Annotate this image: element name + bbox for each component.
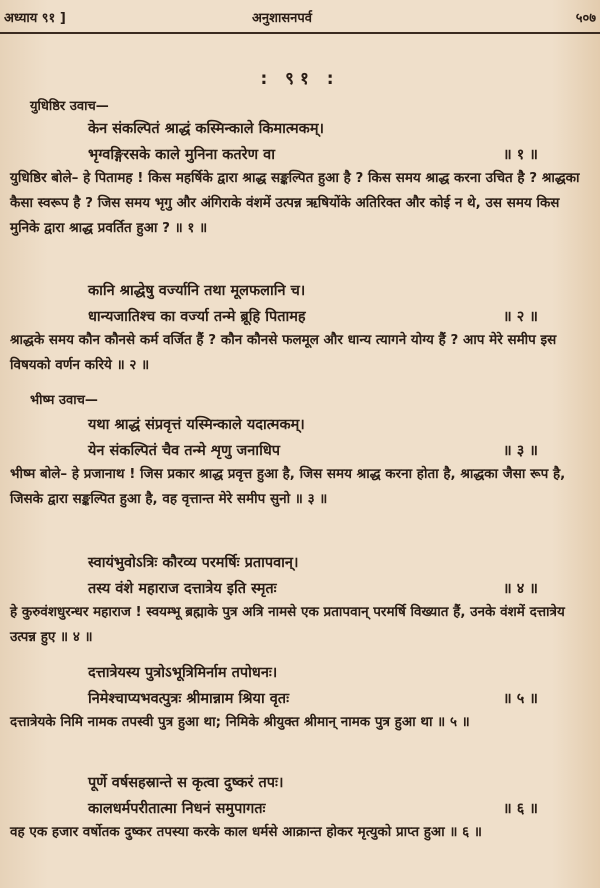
verse-line: दत्तात्रेयस्य पुत्रोऽभूत्रिमिर्नाम तपोधनः। — [88, 665, 278, 681]
verse-number: ॥ १ ॥ — [502, 147, 538, 163]
translation-paragraph: वह एक हजार वर्षोतक दुष्कर तपस्या करके काल धर्मसे आक्रान्त होकर मृत्युको प्राप्त हुआ ॥ ६ ॥ — [10, 824, 482, 840]
translation-paragraph: युधिष्ठिर बोले– हे पितामह ! किस महर्षिके द्वारा श्राद्ध सङ्कल्पित हुआ है ? किस समय श्राद्ध करना उचित है ? श्राद्धका कैसा स्वरूप है ? जिस समय भृगु और अंगिराके वंशमें उत्पन्न ऋषियोंके अतिरिक्त और कोई न थे, उस समय किस मुनिके द्वारा श्राद्ध प्रवर्तित हुआ ? ॥ १ ॥ — [10, 170, 580, 236]
verse-line: कालधर्मपरीतात्मा निधनं समुपागतः — [88, 801, 266, 817]
verse-line: धान्यजातिश्च का वर्ज्या तन्मे ब्रूहि पितामह — [88, 309, 306, 325]
header-title: अनुशासनपर्व — [252, 11, 312, 26]
translation-paragraph: श्राद्धके समय कौन कौनसे कर्म वर्जित हैं ? कौन कौनसे फलमूल और धान्य त्यागने योग्य हैं ? आप मेरे समीप इस विषयको वर्णन करिये ॥ २ ॥ — [10, 332, 557, 373]
verse-line: कानि श्राद्धेषु वर्ज्यानि तथा मूलफलानि च। — [88, 283, 306, 299]
verse-number: ॥ ५ ॥ — [502, 691, 538, 707]
speaker-label: युधिष्ठिर उवाच— — [30, 99, 109, 114]
chapter-number: : ९१ : — [260, 69, 340, 89]
header-chapter: अध्याय ९१ ] — [4, 11, 66, 26]
running-header — [0, 0, 600, 34]
verse-number: ॥ ३ ॥ — [502, 443, 538, 459]
verse-line: तस्य वंशे महाराज दत्तात्रेय इति स्मृतः — [88, 581, 277, 597]
verse-line: स्वायंभुवोऽत्रिः कौरव्य परमर्षिः प्रतापवान्। — [88, 555, 299, 571]
verse-line: केन संकल्पितं श्राद्धं कस्मिन्काले किमात्मकम्। — [88, 121, 324, 137]
verse-line: येन संकल्पितं चैव तन्मे शृणु जनाधिप — [88, 443, 280, 459]
verse-line: यथा श्राद्धं संप्रवृत्तं यस्मिन्काले यदात्मकम्। — [88, 417, 305, 433]
verse-number: ॥ २ ॥ — [502, 309, 538, 325]
translation-paragraph: हे कुरुवंशधुरन्धर महाराज ! स्वयम्भू ब्रह्माके पुत्र अत्रि नामसे एक प्रतापवान् परमर्षि विख्यात हैं, उनके वंशमें दत्तात्रेय उत्पन्न हुए ॥ ४ ॥ — [10, 604, 565, 645]
verse-line: भृग्वङ्गिरसके काले मुनिना कतरेण वा — [88, 147, 275, 163]
verse-number: ॥ ६ ॥ — [502, 801, 538, 817]
verse-line: निमेश्चाप्यभवत्पुत्रः श्रीमान्नाम श्रिया वृतः — [88, 691, 290, 707]
speaker-label: भीष्म उवाच— — [30, 393, 98, 408]
translation-paragraph: दत्तात्रेयके निमि नामक तपस्वी पुत्र हुआ था; निमिके श्रीयुक्त श्रीमान् नामक पुत्र हुआ था ॥ ५ ॥ — [10, 714, 470, 730]
verse-line: पूर्णे वर्षसहस्रान्ते स कृत्वा दुष्करं तपः। — [88, 775, 284, 791]
translation-paragraph: भीष्म बोले– हे प्रजानाथ ! जिस प्रकार श्राद्ध प्रवृत्त हुआ है, जिस समय श्राद्ध करना होता है, श्राद्धका जैसा रूप है, जिसके द्वारा सङ्कल्पित हुआ है, वह वृत्तान्त मेरे समीप सुनो ॥ ३ ॥ — [10, 466, 566, 507]
page-number: ५०७ — [575, 11, 596, 26]
verse-number: ॥ ४ ॥ — [502, 581, 538, 597]
